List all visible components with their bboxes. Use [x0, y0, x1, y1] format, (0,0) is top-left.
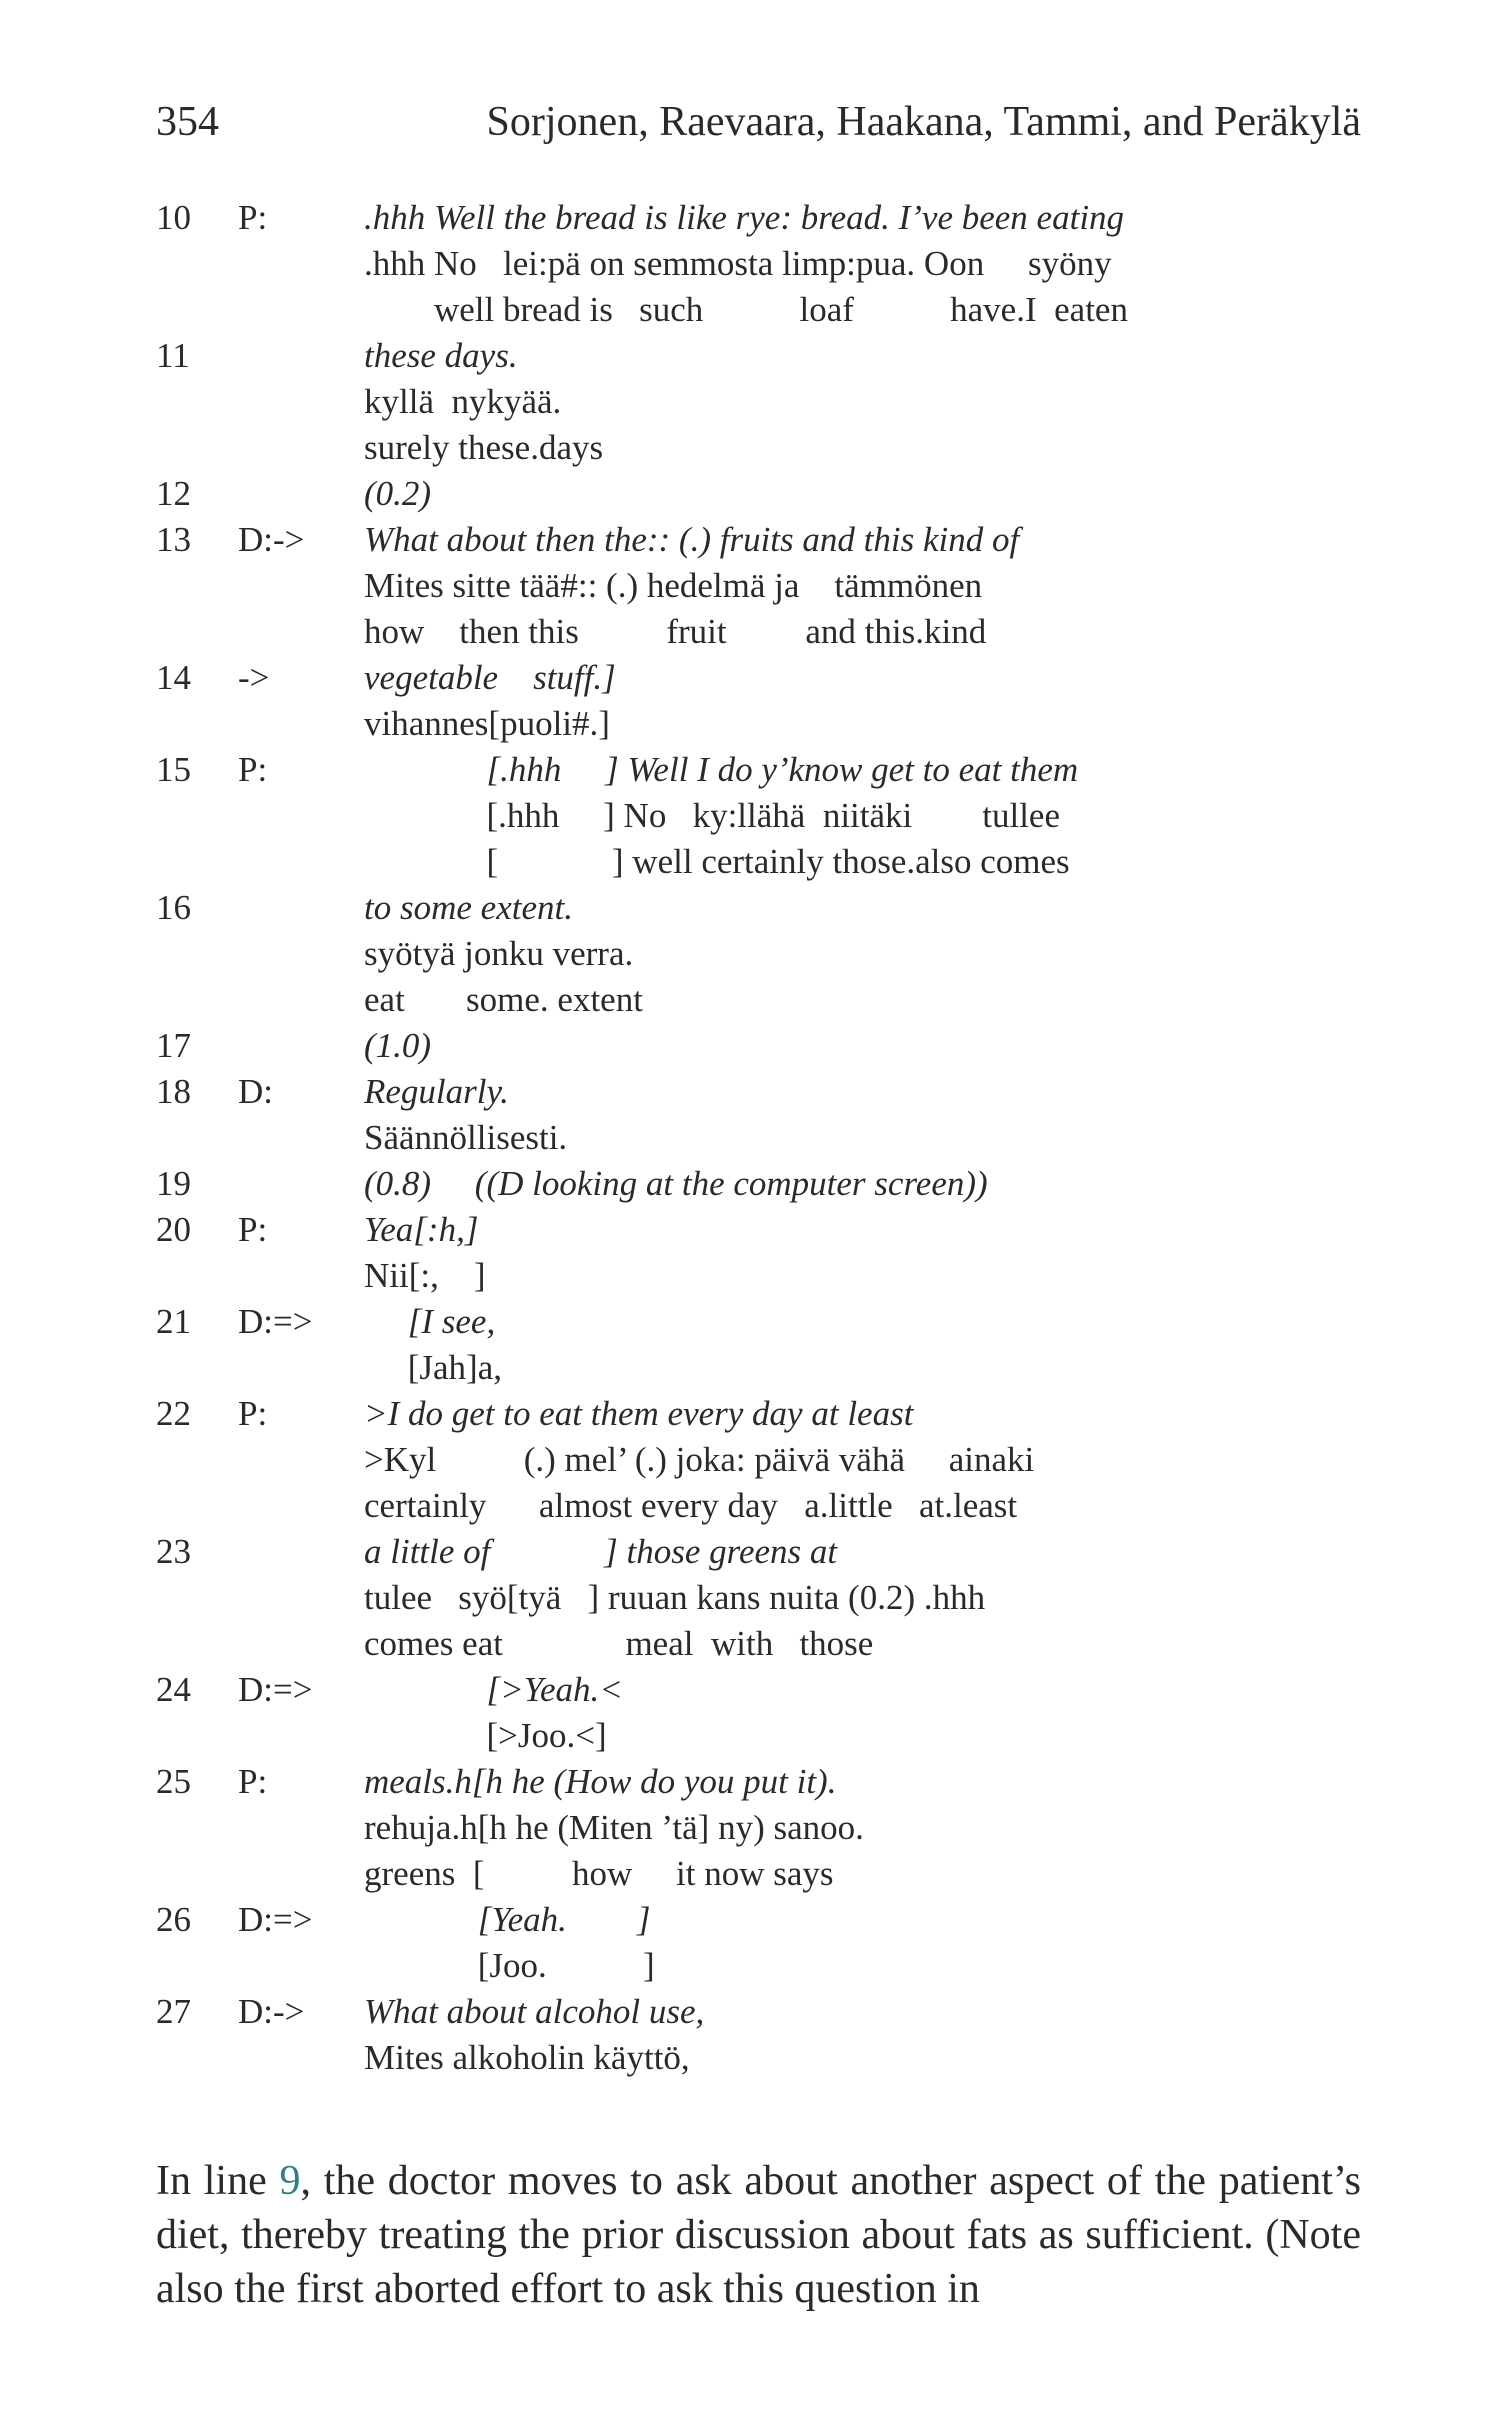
paragraph-text-rest: , the doctor moves to ask about another aspect of the patient’s diet, thereby treating the prior discussion about fats as sufficient. (Note also the first aborted effort to ask this question in — [156, 2158, 1361, 2312]
english-translation: What about then the:: (.) fruits and this kind of — [364, 520, 1020, 559]
speaker-label: P: — [238, 750, 268, 789]
english-translation: What about alcohol use, — [364, 1992, 705, 2031]
speaker-label: P: — [238, 1394, 268, 1433]
transcript-line — [156, 471, 1396, 517]
word-gloss: comes eat meal with those — [364, 1624, 874, 1663]
english-translation: [.hhh ] Well I do y’know get to eat them — [364, 750, 1079, 789]
english-translation: a little of ] those greens at — [364, 1532, 838, 1571]
finnish-original: [Joo. ] — [364, 1946, 655, 1985]
speaker-label: P: — [238, 1762, 268, 1801]
line-number: 25 — [156, 1762, 191, 1801]
word-gloss: [ ] well certainly those.also comes — [364, 842, 1070, 881]
line-number: 13 — [156, 520, 191, 559]
line-number: 18 — [156, 1072, 191, 1111]
speaker-label: -> — [238, 658, 270, 697]
finnish-original: rehuja.h[h he (Miten ’tä] ny) sanoo. — [364, 1808, 864, 1847]
line-number: 16 — [156, 888, 191, 927]
transcript-line — [156, 1023, 1396, 1069]
transcript-line — [156, 1943, 1396, 1989]
transcript-line — [156, 287, 1396, 333]
transcript-line — [156, 1621, 1396, 1667]
speaker-label: D:-> — [238, 1992, 305, 2031]
finnish-original: Nii[:, ] — [364, 1256, 486, 1295]
line-number: 21 — [156, 1302, 191, 1341]
transcript-line — [156, 655, 1396, 701]
speaker-label: D:=> — [238, 1670, 313, 1709]
finnish-original: kyllä nykyää. — [364, 382, 562, 421]
line-number: 23 — [156, 1532, 191, 1571]
english-translation: these days. — [364, 336, 518, 375]
finnish-original: tulee syö[tyä ] ruuan kans nuita (0.2) .hhh — [364, 1578, 986, 1617]
finnish-original: Mites sitte tää#:: (.) hedelmä ja tämmönen — [364, 566, 983, 605]
transcript-line — [156, 1069, 1396, 1115]
body-paragraph — [156, 2154, 1361, 2316]
english-translation: [I see, — [364, 1302, 496, 1341]
transcript-line — [156, 1207, 1396, 1253]
transcript-line — [156, 333, 1396, 379]
speaker-label: D: — [238, 1072, 273, 1111]
line-number: 10 — [156, 198, 191, 237]
transcript-line — [156, 1345, 1396, 1391]
transcript-line — [156, 1713, 1396, 1759]
transcript-line — [156, 1437, 1396, 1483]
line-reference-link[interactable]: 9 — [279, 2158, 301, 2204]
transcript-line — [156, 1897, 1396, 1943]
finnish-original: Mites alkoholin käyttö, — [364, 2038, 690, 2077]
transcript-line — [156, 1253, 1396, 1299]
word-gloss: well bread is such loaf have.I eaten — [364, 290, 1128, 329]
transcript-line — [156, 1575, 1396, 1621]
running-title: Sorjonen, Raevaara, Haakana, Tammi, and Peräkylä — [486, 99, 1361, 145]
paragraph-text-start: In line — [156, 2158, 280, 2204]
english-translation: (1.0) — [364, 1026, 432, 1065]
line-number: 12 — [156, 474, 191, 513]
line-number: 17 — [156, 1026, 191, 1065]
english-translation: Regularly. — [364, 1072, 509, 1111]
transcript-line — [156, 609, 1396, 655]
finnish-original: [.hhh ] No ky:llähä niitäki tullee — [364, 796, 1061, 835]
english-translation: [>Yeah.< — [364, 1670, 623, 1709]
transcript-line — [156, 1989, 1396, 2035]
transcript-excerpt — [156, 195, 1396, 2081]
english-translation: (0.2) — [364, 474, 432, 513]
transcript-line — [156, 563, 1396, 609]
finnish-original: [Jah]a, — [364, 1348, 503, 1387]
finnish-original: Säännöllisesti. — [364, 1118, 568, 1157]
transcript-line — [156, 839, 1396, 885]
finnish-original: >Kyl (.) mel’ (.) joka: päivä vähä ainaki — [364, 1440, 1035, 1479]
transcript-line — [156, 701, 1396, 747]
transcript-line — [156, 1805, 1396, 1851]
transcript-line — [156, 241, 1396, 287]
transcript-line — [156, 977, 1396, 1023]
transcript-line — [156, 1391, 1396, 1437]
transcript-line — [156, 1115, 1396, 1161]
line-number: 22 — [156, 1394, 191, 1433]
line-number: 19 — [156, 1164, 191, 1203]
transcript-line — [156, 747, 1396, 793]
transcript-line — [156, 1667, 1396, 1713]
transcript-line — [156, 517, 1396, 563]
finnish-original: [>Joo.<] — [364, 1716, 607, 1755]
page-header — [156, 98, 1361, 150]
transcript-line — [156, 1483, 1396, 1529]
speaker-label: P: — [238, 198, 268, 237]
transcript-line — [156, 425, 1396, 471]
transcript-line — [156, 931, 1396, 977]
line-number: 26 — [156, 1900, 191, 1939]
english-translation: vegetable stuff.] — [364, 658, 616, 697]
speaker-label: D:-> — [238, 520, 305, 559]
word-gloss: greens [ how it now says — [364, 1854, 834, 1893]
line-number: 11 — [156, 336, 190, 375]
speaker-label: D:=> — [238, 1302, 313, 1341]
line-number: 15 — [156, 750, 191, 789]
transcript-line — [156, 1161, 1396, 1207]
word-gloss: certainly almost every day a.little at.least — [364, 1486, 1018, 1525]
transcript-line — [156, 1851, 1396, 1897]
line-number: 14 — [156, 658, 191, 697]
transcript-line — [156, 2035, 1396, 2081]
finnish-original: syötyä jonku verra. — [364, 934, 634, 973]
transcript-line — [156, 793, 1396, 839]
transcript-line — [156, 1759, 1396, 1805]
transcript-line — [156, 1529, 1396, 1575]
transcript-line — [156, 195, 1396, 241]
line-number: 24 — [156, 1670, 191, 1709]
finnish-original: vihannes[puoli#.] — [364, 704, 610, 743]
page-number: 354 — [156, 99, 219, 145]
speaker-label: P: — [238, 1210, 268, 1249]
word-gloss: how then this fruit and this.kind — [364, 612, 987, 651]
english-translation: to some extent. — [364, 888, 573, 927]
finnish-original: .hhh No lei:pä on semmosta limp:pua. Oon syöny — [364, 244, 1112, 283]
speaker-label: D:=> — [238, 1900, 313, 1939]
english-translation: meals.h[h he (How do you put it). — [364, 1762, 837, 1801]
english-translation: (0.8) ((D looking at the computer screen)) — [364, 1164, 988, 1203]
transcript-line — [156, 379, 1396, 425]
english-translation: .hhh Well the bread is like rye: bread. I’ve been eating — [364, 198, 1125, 237]
word-gloss: surely these.days — [364, 428, 604, 467]
word-gloss: eat some. extent — [364, 980, 643, 1019]
english-translation: [Yeah. ] — [364, 1900, 651, 1939]
line-number: 27 — [156, 1992, 191, 2031]
line-number: 20 — [156, 1210, 191, 1249]
english-translation: Yea[:h,] — [364, 1210, 479, 1249]
english-translation: >I do get to eat them every day at least — [364, 1394, 914, 1433]
transcript-line — [156, 885, 1396, 931]
transcript-line — [156, 1299, 1396, 1345]
